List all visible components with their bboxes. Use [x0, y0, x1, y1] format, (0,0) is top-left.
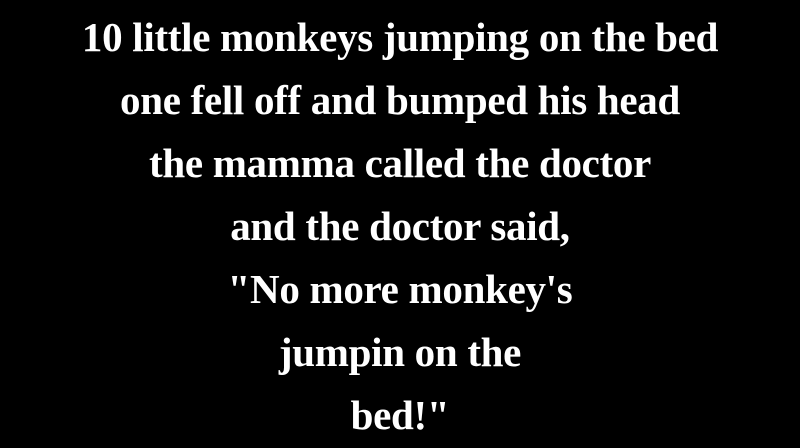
poem-line-7: bed!": [350, 392, 450, 438]
poem-line-4: and the doctor said,: [230, 203, 570, 249]
poem-line-3: the mamma called the doctor: [149, 140, 651, 186]
poem-line-5: "No more monkey's: [227, 266, 573, 312]
poem-line-1: 10 little monkeys jumping on the bed: [81, 14, 719, 60]
poem-line-2: one fell off and bumped his head: [120, 77, 680, 123]
poem-line-6: jumpin on the: [278, 329, 522, 375]
